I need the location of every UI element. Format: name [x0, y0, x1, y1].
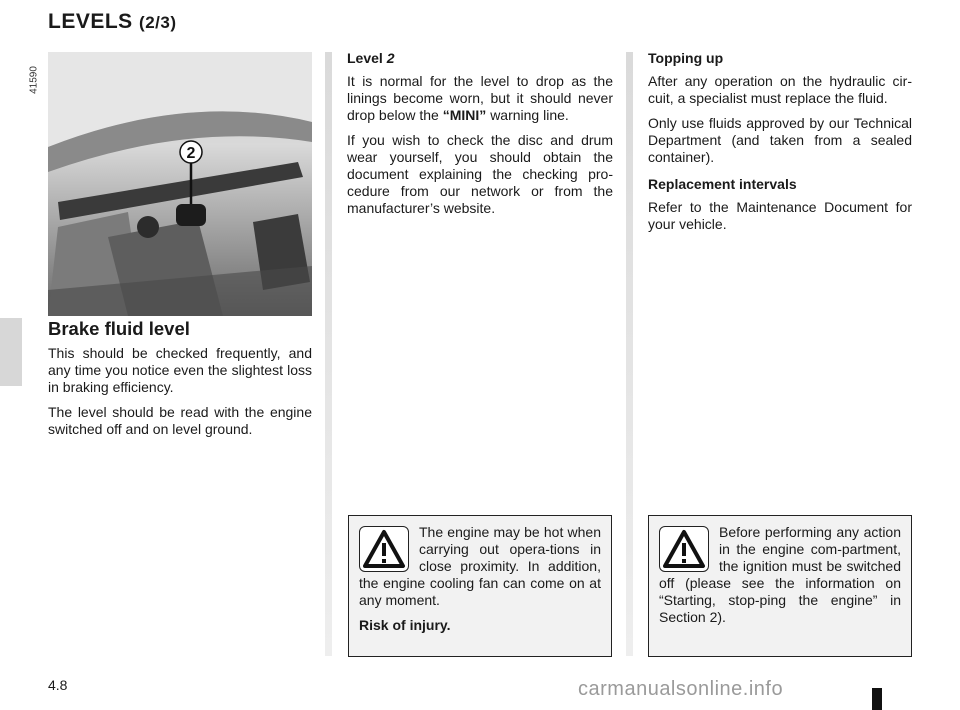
replacement-intervals-heading: Replacement intervals: [648, 176, 797, 192]
level-2-para-2: If you wish to check the disc and drum wear yourself, you should obtain the document explaining the checking pro-cedure from our network or from the manufacturer’s website.: [347, 132, 613, 216]
topping-up-para-2: Only use fluids approved by our Technical Department (and taken from a sealed container).: [648, 115, 912, 165]
warning-risk-of-injury: Risk of injury.: [359, 617, 451, 633]
page-section-indicator: (2/3): [139, 13, 177, 32]
figure-reference-code: 41590: [28, 66, 40, 94]
level-2-section: [347, 50, 613, 225]
brake-fluid-reservoir: [176, 204, 206, 226]
level-2-heading: [347, 50, 613, 67]
level-2-heading-number: 2: [386, 50, 395, 66]
level-2-para-1: [347, 73, 613, 124]
warning-hot-engine-text: The engine may be hot when carrying out opera-tions in close proximity. In addition, the engine cooling fan can come on at any moment.: [359, 524, 601, 608]
corner-tab-mark: [872, 688, 882, 710]
engine-bay-illustration: [48, 52, 312, 316]
page-number: 4.8: [48, 677, 68, 693]
page-title-text: LEVELS: [48, 10, 133, 33]
brake-fluid-section: [48, 320, 312, 446]
page-title: [48, 10, 177, 34]
warning-box-hot-engine: [348, 515, 612, 657]
topping-up-section: [648, 50, 912, 241]
topping-up-para-1: After any operation on the hydraulic cir-cuit, a specialist must replace the fluid.: [648, 73, 912, 106]
figure-reference: [24, 50, 44, 110]
replacement-intervals-para: Refer to the Maintenance Document for your vehicle.: [648, 199, 912, 232]
section-tab: [0, 318, 22, 386]
mini-warning-line-label: “MINI”: [442, 107, 487, 123]
warning-triangle-icon: [359, 526, 409, 572]
callout-number: 2: [186, 145, 196, 162]
brake-fluid-para-1: This should be checked frequently, and any time you notice even the slightest loss in braking efficiency.: [48, 345, 312, 395]
topping-up-heading: Topping up: [648, 50, 724, 66]
warning-triangle-icon: [659, 526, 709, 572]
warning-ignition-off-text: Before performing any action in the engine com-partment, the ignition must be switched off (please see the information on “Starting, stop-ping the engine” in Section 2).: [659, 524, 901, 625]
level-2-para-1-end: warning line.: [490, 107, 569, 123]
engine-bay-photo: [48, 52, 312, 316]
level-2-para-1-text: It is normal for the level to drop as the linings become worn, but it should never drop below the: [347, 73, 613, 123]
warning-box-ignition-off: [648, 515, 912, 657]
brake-fluid-heading: Brake fluid level: [48, 318, 190, 339]
column-divider-2: [626, 52, 633, 656]
brake-fluid-para-2: The level should be read with the engine switched off and on level ground.: [48, 404, 312, 437]
watermark: carmanualsonline.info: [578, 678, 784, 700]
level-2-heading-prefix: Level: [347, 50, 383, 66]
column-divider-1: [325, 52, 332, 656]
